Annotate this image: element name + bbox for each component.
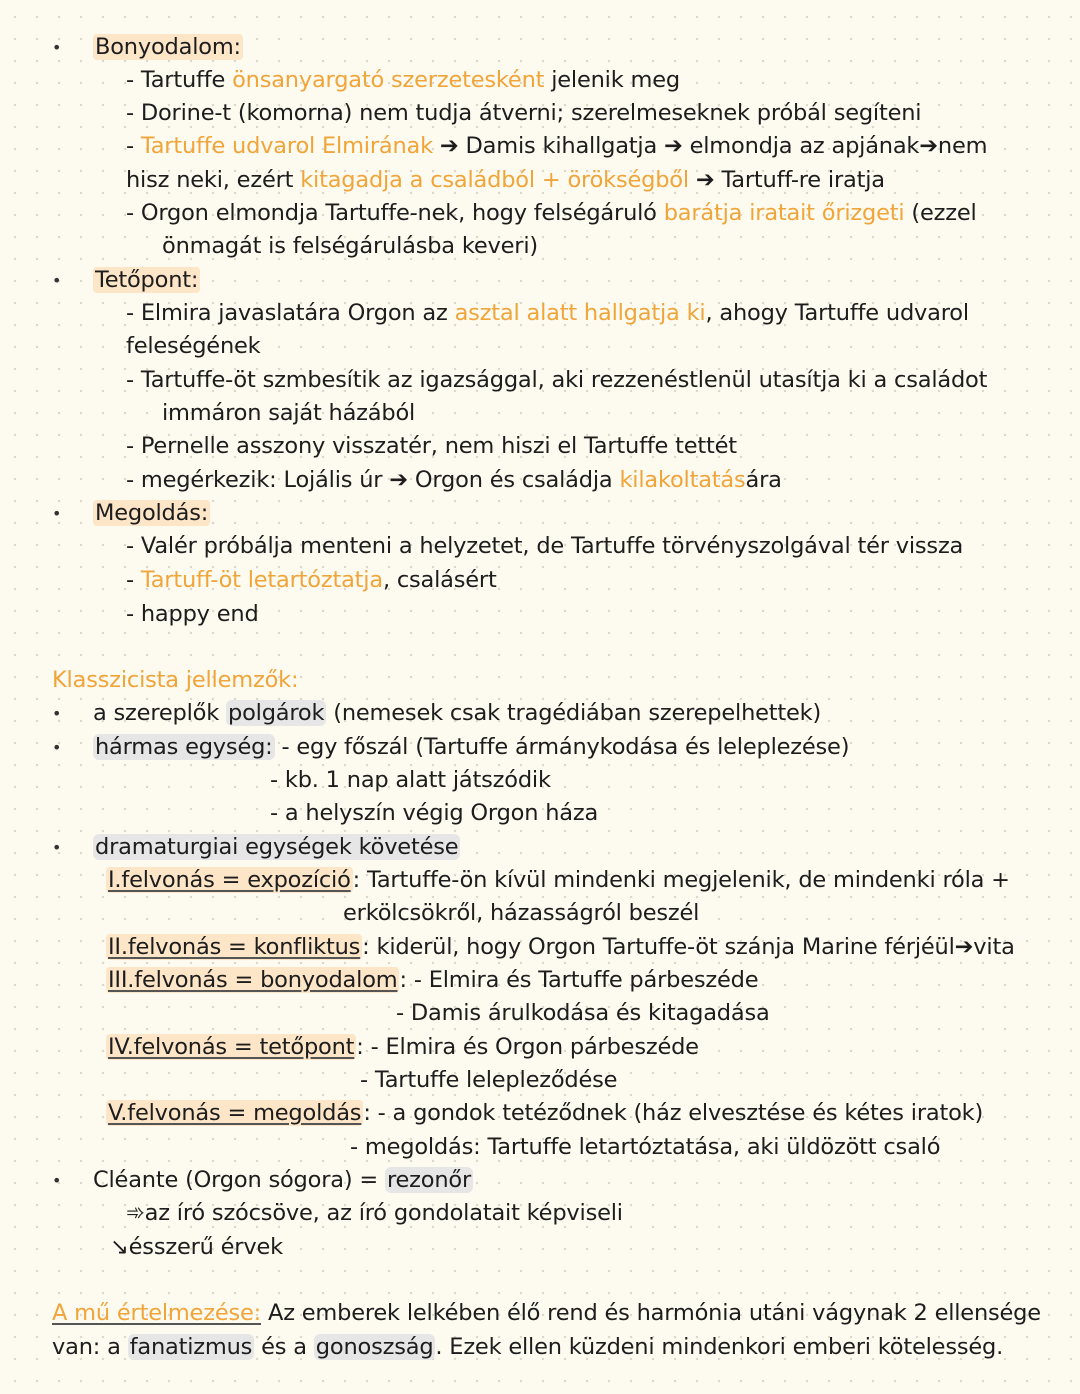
ertelmezes-line-1: A mű értelmezése: Az emberek lelkében élő rend és harmónia utáni vágynak 2 ellensége	[52, 1300, 1041, 1326]
tetopont-line-2: feleségének	[126, 333, 261, 359]
section-heading-megoldas: Megoldás:	[95, 500, 209, 526]
felvonas-2: II.felvonás = konfliktus: kiderül, hogy Orgon Tartuffe-öt szánja Marine férjéül➔vita	[108, 934, 1015, 960]
bullet-dot: •	[52, 38, 62, 57]
bonyodalom-line-2: - Dorine-t (komorna) nem tudja átverni; szerelmeseknek próbál segíteni	[126, 100, 922, 126]
klassz-bullet-4-line-2: ➾az író szócsöve, az író gondolatait képviseli	[126, 1200, 623, 1226]
felvonas-1-line-2: erkölcsökről, házasságról beszél	[343, 900, 700, 926]
bullet-dot: •	[52, 271, 62, 290]
tetopont-line-1: - Elmira javaslatára Orgon az asztal alatt hallgatja ki, ahogy Tartuffe udvarol	[126, 300, 969, 326]
bullet-dot: •	[52, 704, 62, 723]
section-heading-tetopont: Tetőpont:	[95, 267, 199, 293]
felvonas-4: IV.felvonás = tetőpont: - Elmira és Orgon párbeszéde	[108, 1034, 699, 1060]
klassz-bullet-2-line-3: - a helyszín végig Orgon háza	[270, 800, 599, 826]
tetopont-line-6: - megérkezik: Lojális úr ➔ Orgon és családja kilakoltatására	[126, 467, 782, 493]
felvonas-1: I.felvonás = expozíció: Tartuffe-ön kívül mindenki megjelenik, de mindenki róla +	[108, 867, 1010, 893]
bullet-dot: •	[52, 1171, 62, 1190]
bonyodalom-line-5: - Orgon elmondja Tartuffe-nek, hogy felségáruló barátja iratait őrizgeti (ezzel	[126, 200, 977, 226]
bonyodalom-line-4: hisz neki, ezért kitagadja a családból + örökségből ➔ Tartuff-re iratja	[126, 167, 885, 193]
ertelmezes-line-2: van: a fanatizmus és a gonoszság. Ezek ellen küzdeni mindenkori emberi kötelesség.	[52, 1334, 1004, 1360]
bonyodalom-line-3: - Tartuffe udvarol Elmirának ➔ Damis kihallgatja ➔ elmondja az apjának➔nem	[126, 133, 988, 159]
klassz-bullet-4-line-3: ↘ésszerű érvek	[110, 1234, 283, 1260]
klassz-bullet-1: a szereplők polgárok (nemesek csak tragédiában szerepelhettek)	[93, 700, 822, 726]
bullet-dot: •	[52, 504, 62, 523]
tetopont-line-4: immáron saját házából	[162, 400, 416, 426]
section-heading-bonyodalom: Bonyodalom:	[95, 34, 241, 60]
tetopont-line-3: - Tartuffe-öt szmbesítik az igazsággal, aki rezzenéstlenül utasítja ki a családot	[126, 367, 988, 393]
felvonas-3: III.felvonás = bonyodalom: - Elmira és Tartuffe párbeszéde	[108, 967, 759, 993]
felvonas-5: V.felvonás = megoldás: - a gondok tetéződnek (ház elvesztése és kétes iratok)	[108, 1100, 984, 1126]
klassz-bullet-2-line-2: - kb. 1 nap alatt játszódik	[270, 767, 551, 793]
felvonas-5-line-2: - megoldás: Tartuffe letartóztatása, aki üldözött csaló	[350, 1134, 941, 1160]
heading-klasszicista: Klasszicista jellemzők:	[52, 667, 299, 693]
bullet-dot: •	[52, 838, 62, 857]
klassz-bullet-4: Cléante (Orgon sógora) = rezonőr	[93, 1167, 472, 1193]
bullet-dot: •	[52, 738, 62, 757]
megoldas-line-3: - happy end	[126, 601, 259, 627]
felvonas-3-line-2: - Damis árulkodása és kitagadása	[396, 1000, 770, 1026]
felvonas-4-line-2: - Tartuffe lelepleződése	[360, 1067, 618, 1093]
bonyodalom-line-6: önmagát is felségárulásba keveri)	[162, 233, 538, 259]
tetopont-line-5: - Pernelle asszony visszatér, nem hiszi el Tartuffe tettét	[126, 433, 737, 459]
megoldas-line-2: - Tartuff-öt letartóztatja, csalásért	[126, 567, 497, 593]
klassz-bullet-3: dramaturgiai egységek követése	[95, 834, 459, 860]
klassz-bullet-2: hármas egység: - egy főszál (Tartuffe ármánykodása és leleplezése)	[95, 734, 850, 760]
bonyodalom-line-1: - Tartuffe önsanyargató szerzetesként jelenik meg	[126, 67, 680, 93]
megoldas-line-1: - Valér próbálja menteni a helyzetet, de Tartuffe törvényszolgával tér vissza	[126, 533, 964, 559]
